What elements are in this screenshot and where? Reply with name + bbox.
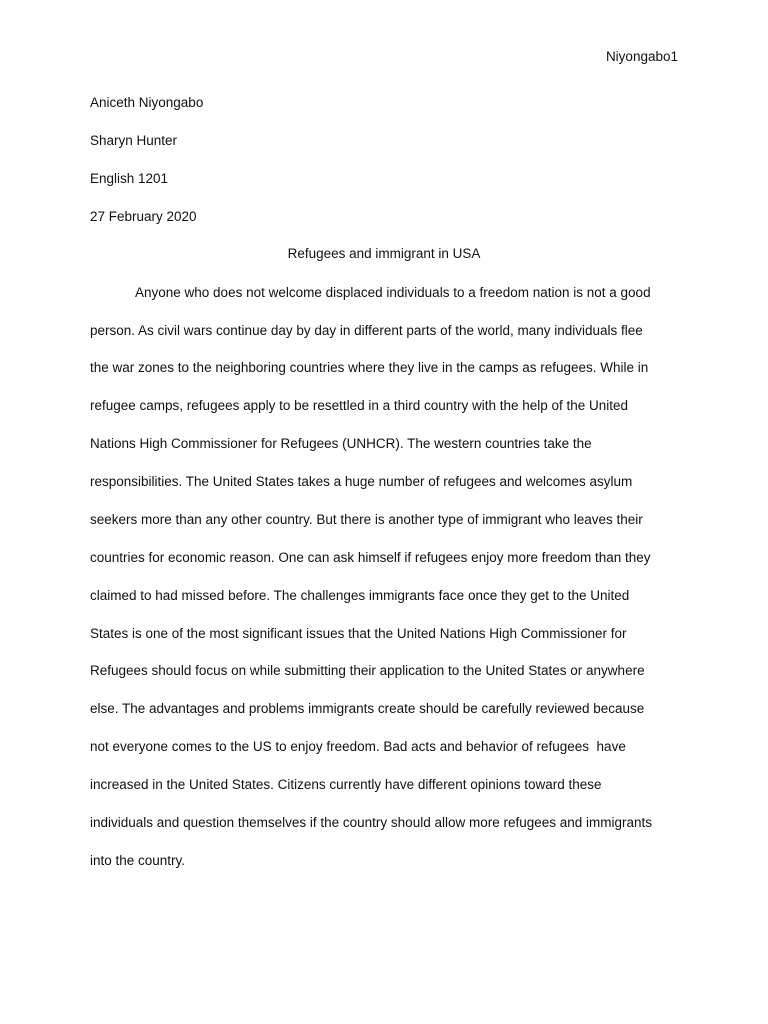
paragraph-line: seekers more than any other country. But there is another type of immigrant who leaves their: [90, 512, 643, 527]
author-name: Aniceth Niyongabo: [90, 95, 204, 110]
course-name: English 1201: [90, 171, 169, 186]
paragraph-line: States is one of the most significant issues that the United Nations High Commissioner for: [90, 626, 627, 641]
paragraph-line: person. As civil wars continue day by day in different parts of the world, many individuals flee: [90, 323, 643, 338]
paragraph-line: countries for economic reason. One can ask himself if refugees enjoy more freedom than they: [90, 550, 651, 565]
paragraph-line: responsibilities. The United States takes a huge number of refugees and welcomes asylum: [90, 474, 633, 489]
paragraph-line: Nations High Commissioner for Refugees (UNHCR). The western countries take the: [90, 436, 592, 451]
paragraph-line: the war zones to the neighboring countries where they live in the camps as refugees. While in: [90, 360, 649, 375]
paragraph-line: increased in the United States. Citizens currently have different opinions toward these: [90, 777, 602, 792]
paragraph-line: Refugees should focus on while submitting their application to the United States or anywhere: [90, 663, 645, 678]
paragraph-line: claimed to had missed before. The challenges immigrants face once they get to the United: [90, 588, 630, 603]
paragraph-line: into the country.: [90, 853, 186, 868]
instructor-name: Sharyn Hunter: [90, 133, 178, 148]
date-line: 27 February 2020: [90, 209, 197, 224]
running-header: Niyongabo1: [605, 49, 678, 64]
paragraph-line: else. The advantages and problems immigrants create should be carefully reviewed because: [90, 701, 645, 716]
essay-title: Refugees and immigrant in USA: [287, 246, 481, 261]
paragraph-line: refugee camps, refugees apply to be resettled in a third country with the help of the United: [90, 398, 629, 413]
paragraph-line: individuals and question themselves if the country should allow more refugees and immigrants: [90, 815, 653, 830]
paragraph-line: not everyone comes to the US to enjoy freedom. Bad acts and behavior of refugees have: [90, 739, 626, 754]
paragraph-line: Anyone who does not welcome displaced individuals to a freedom nation is not a good: [135, 285, 651, 300]
